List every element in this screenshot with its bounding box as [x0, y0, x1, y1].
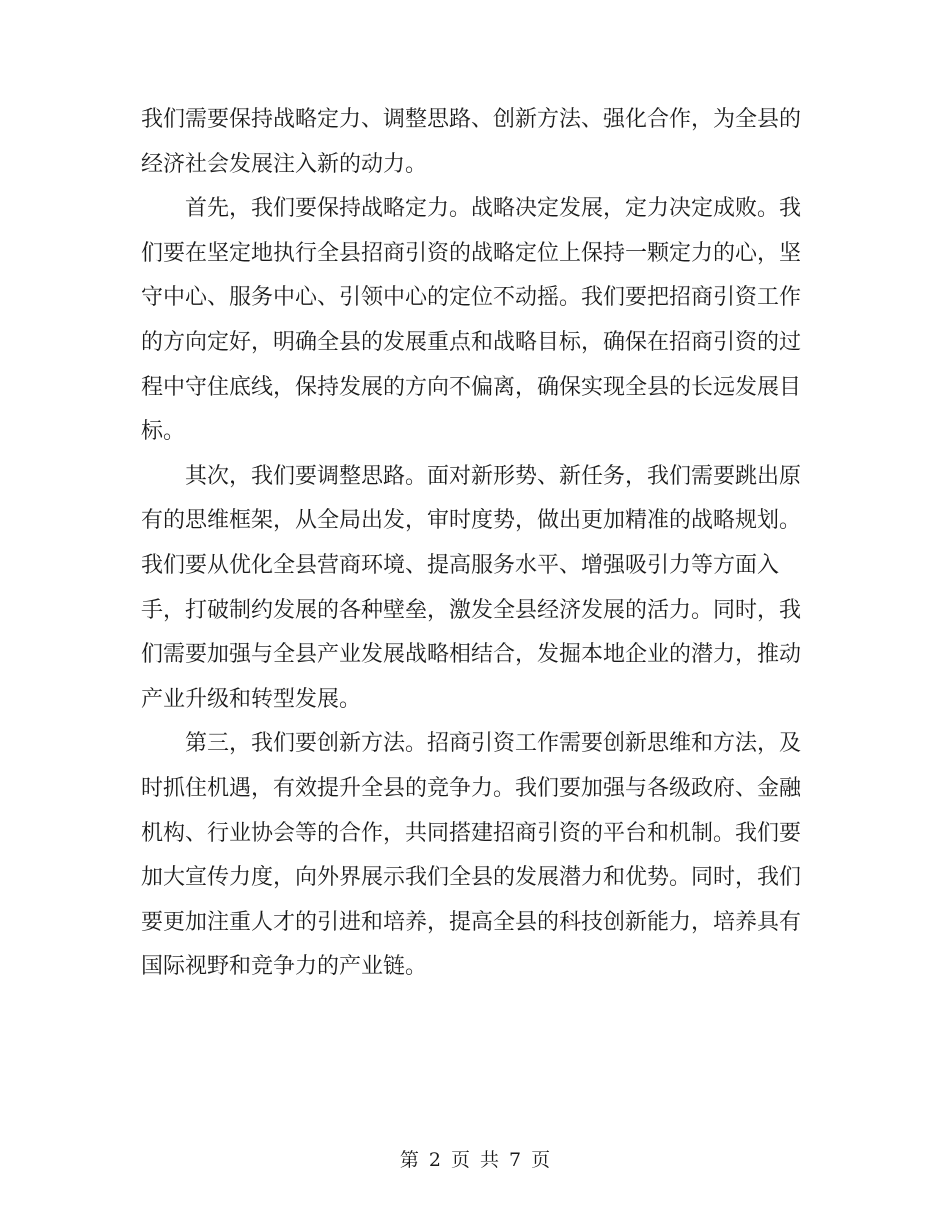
text-line: 首先，我们要保持战略定力。战略决定发展，定力决定成败。我	[185, 196, 802, 222]
text-line: 机构、行业协会等的合作，共同搭建招商引资的平台和机制。我们要	[141, 820, 802, 846]
text-line: 程中守住底线，保持发展的方向不偏离，确保实现全县的长远发展目	[141, 374, 802, 400]
text-line: 有的思维框架，从全局出发，审时度势，做出更加精准的战略规划。	[141, 508, 802, 534]
text-line: 第三，我们要创新方法。招商引资工作需要创新思维和方法，及	[185, 731, 802, 757]
text-line: 的方向定好，明确全县的发展重点和战略目标，确保在招商引资的过	[141, 329, 802, 355]
text-line: 们需要加强与全县产业发展战略相结合，发掘本地企业的潜力，推动	[141, 642, 802, 668]
text-line: 其次，我们要调整思路。面对新形势、新任务，我们需要跳出原	[185, 463, 802, 489]
text-line: 要更加注重人才的引进和培养，提高全县的科技创新能力，培养具有	[141, 909, 802, 935]
text-line: 产业升级和转型发展。	[141, 686, 362, 712]
text-line: 手，打破制约发展的各种壁垒，激发全县经济发展的活力。同时，我	[141, 597, 802, 623]
text-line: 时抓住机遇，有效提升全县的竞争力。我们要加强与各级政府、金融	[141, 775, 802, 801]
text-line: 我们要从优化全县营商环境、提高服务水平、增强吸引力等方面入	[141, 552, 780, 578]
text-line: 们要在坚定地执行全县招商引资的战略定位上保持一颗定力的心，坚	[141, 240, 802, 266]
text-line: 守中心、服务中心、引领中心的定位不动摇。我们要把招商引资工作	[141, 285, 802, 311]
text-line: 我们需要保持战略定力、调整思路、创新方法、强化合作，为全县的	[141, 107, 802, 132]
page-number-footer: 第 2 页 共 7 页	[399, 1149, 551, 1171]
text-line: 加大宣传力度，向外界展示我们全县的发展潜力和优势。同时，我们	[141, 865, 802, 891]
text-line: 经济社会发展注入新的动力。	[141, 151, 428, 177]
text-line: 国际视野和竞争力的产业链。	[141, 954, 428, 980]
document-body	[141, 98, 802, 990]
text-line: 标。	[141, 419, 186, 445]
